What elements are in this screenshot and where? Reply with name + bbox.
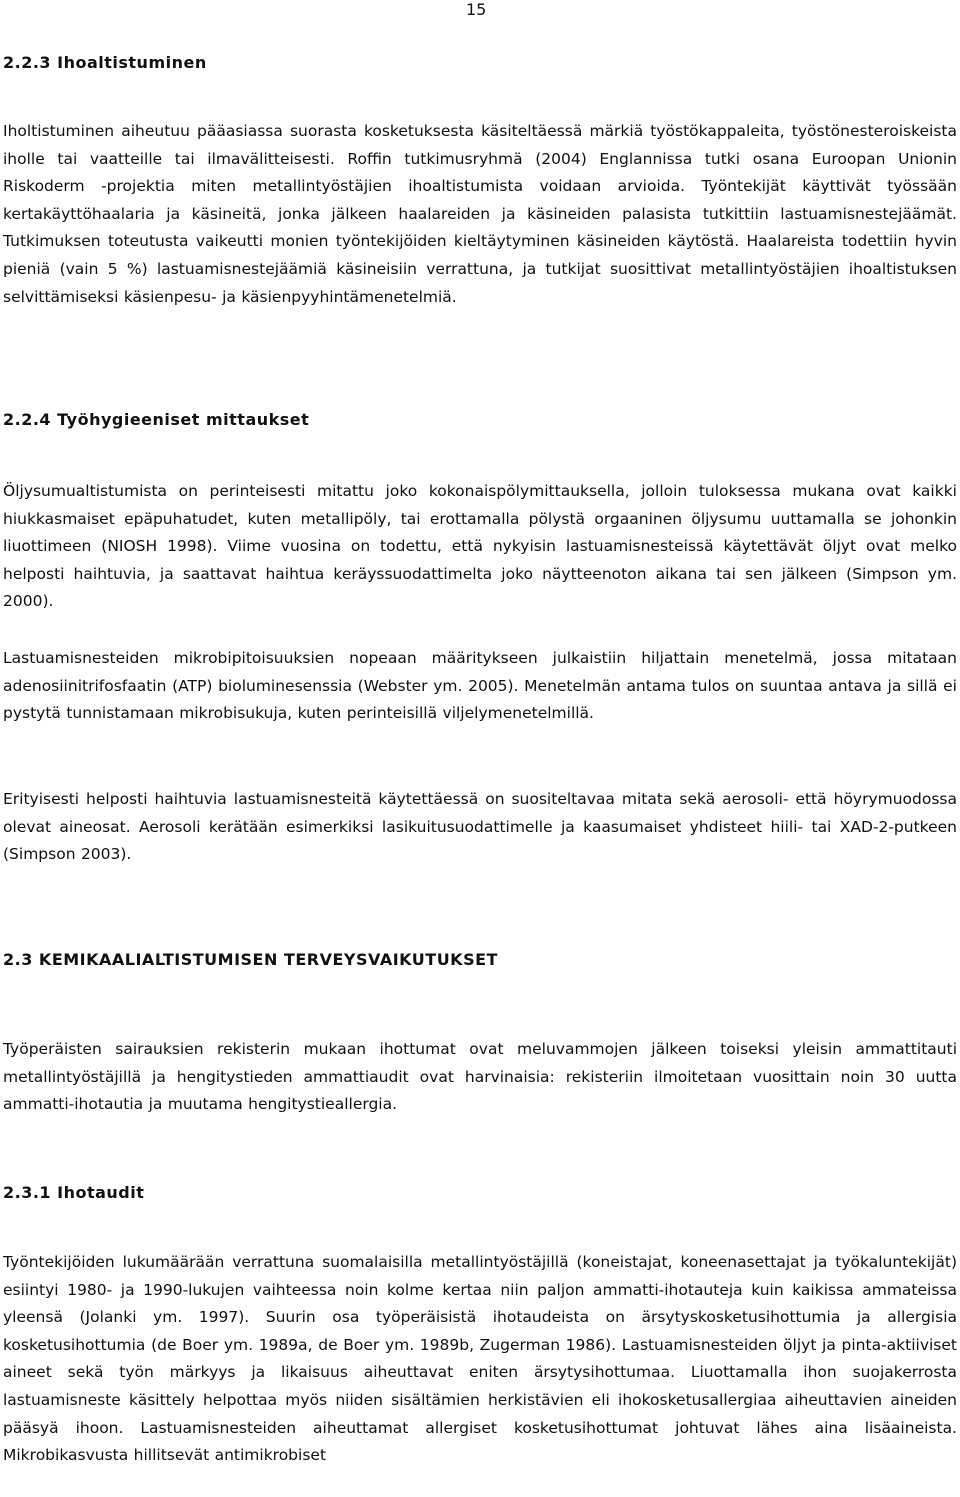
section-heading-2-3: 2.3 KEMIKAALIALTISTUMISEN TERVEYSVAIKUTUKSET xyxy=(3,950,498,969)
section-heading-2-2-3: 2.2.3 Ihoaltistuminen xyxy=(3,53,207,72)
section-heading-2-2-4: 2.2.4 Työhygieeniset mittaukset xyxy=(3,410,310,429)
section-paragraph-2-3-1: Työntekijöiden lukumäärään verrattuna suomalaisilla metallintyöstäjillä (koneistajat, koneenasettajat ja työkaluntekijät) esiintyi 1980- ja 1990-lukujen vaihteessa noin kolme kertaa niin paljon ammatti-ihotauteja kuin kaikissa ammateissa yleensä (Jolanki ym. 1997). Suurin osa työperäisistä ihotaudeista on ärsytyskosketusihottumia ja allergisia kosketusihottumia (de Boer ym. 1989a, de Boer ym. 1989b, Zugerman 1986). Lastuamisnesteiden öljyt ja pinta-aktiiviset aineet sekä työn märkyys ja likaisuus aiheuttavat eniten ärsytysihottumaa. Liuottamalla ihon suojakerrosta lastuamisneste käsittely helpottaa myös niiden sisältämien herkistävien eli ihokosketusallergiaa aiheuttavien aineiden pääsyä ihoon. Lastuamisnesteiden aiheuttamat allergiset kosketusihottumat johtuvat lähes aina lisäaineista. Mikrobikasvusta hillitsevät antimikrobiset xyxy=(3,1253,957,1465)
section-paragraph-2-3: Työperäisten sairauksien rekisterin mukaan ihottumat ovat meluvammojen jälkeen toiseksi yleisin ammattitauti metallintyöstäjillä ja hengitystieden ammattiaudit ovat harvinaisia: rekisteriin ilmoitetaan vuosittain noin 30 uutta ammatti-ihotautia ja muutama hengitystieallergia. xyxy=(3,1040,957,1114)
section-paragraph-2-2-4-microbes: Lastuamisnesteiden mikrobipitoisuuksien nopeaan määritykseen julkaistiin hiljattain menetelmä, jossa mitataan adenosiinitrifosfaatin (ATP) bioluminesenssia (Webster ym. 2005). Menetelmän antama tulos on suuntaa antava ja sillä ei pystytä tunnistamaan mikrobisukuja, kuten perinteisillä viljelymenetelmillä. xyxy=(3,649,957,723)
section-paragraph-2-2-4-oil-mist: Öljysumualtistumista on perinteisesti mitattu joko kokonaispölymittauksella, jolloin tuloksessa mukana ovat kaikki hiukkasmaiset epäpuhatudet, kuten metallipöly, tai erottamalla pölystä orgaaninen öljysumu uuttamalla se johonkin liuottimeen (NIOSH 1998). Viime vuosina on todettu, että nykyisin lastuamisnesteissä käytettävät öljyt ovat melko helposti haihtuvia, ja saattavat haihtua keräyssuodattimelta joko näytteenoton aikana tai sen jälkeen (Simpson ym. 2000). xyxy=(3,482,957,611)
section-paragraph-2-2-4-aerosol: Erityisesti helposti haihtuvia lastuamisnesteitä käytettäessä on suositeltavaa mitata sekä aerosoli- että höyrymuodossa olevat aineosat. Aerosoli kerätään esimerkiksi lasikuitusuodattimelle ja kaasumaiset yhdisteet hiili- tai XAD-2-putkeen (Simpson 2003). xyxy=(3,790,957,864)
section-paragraph-2-2-3: Iholtistuminen aiheutuu pääasiassa suorasta kosketuksesta käsiteltäessä märkiä työstökappaleita, työstönesteroiskeista iholle tai vaatteille tai ilmavälitteisesti. Roffin tutkimusryhmä (2004) Englannissa tutki osana Euroopan Unionin Riskoderm -projektia miten metallintyöstäjien ihoaltistumista voidaan arvioida. Työntekijät käyttivät työssään kertakäyttöhaalaria ja käsineitä, jonka jälkeen haalareiden ja käsineiden palasista tutkittiin lastuamisnestejäämät. Tutkimuksen toteutusta vaikeutti monien työntekijöiden kieltäytyminen käsineiden käytöstä. Haalareista todettiin hyvin pieniä (vain 5 %) lastuamisnestejäämiä käsineisiin verrattuna, ja tutkijat suosittivat metallintyöstäjien ihoaltistuksen selvittämiseksi käsienpesu- ja käsienpyyhintämenetelmiä. xyxy=(3,122,957,306)
section-heading-2-3-1: 2.3.1 Ihotaudit xyxy=(3,1183,145,1202)
page-number: 15 xyxy=(466,0,487,19)
